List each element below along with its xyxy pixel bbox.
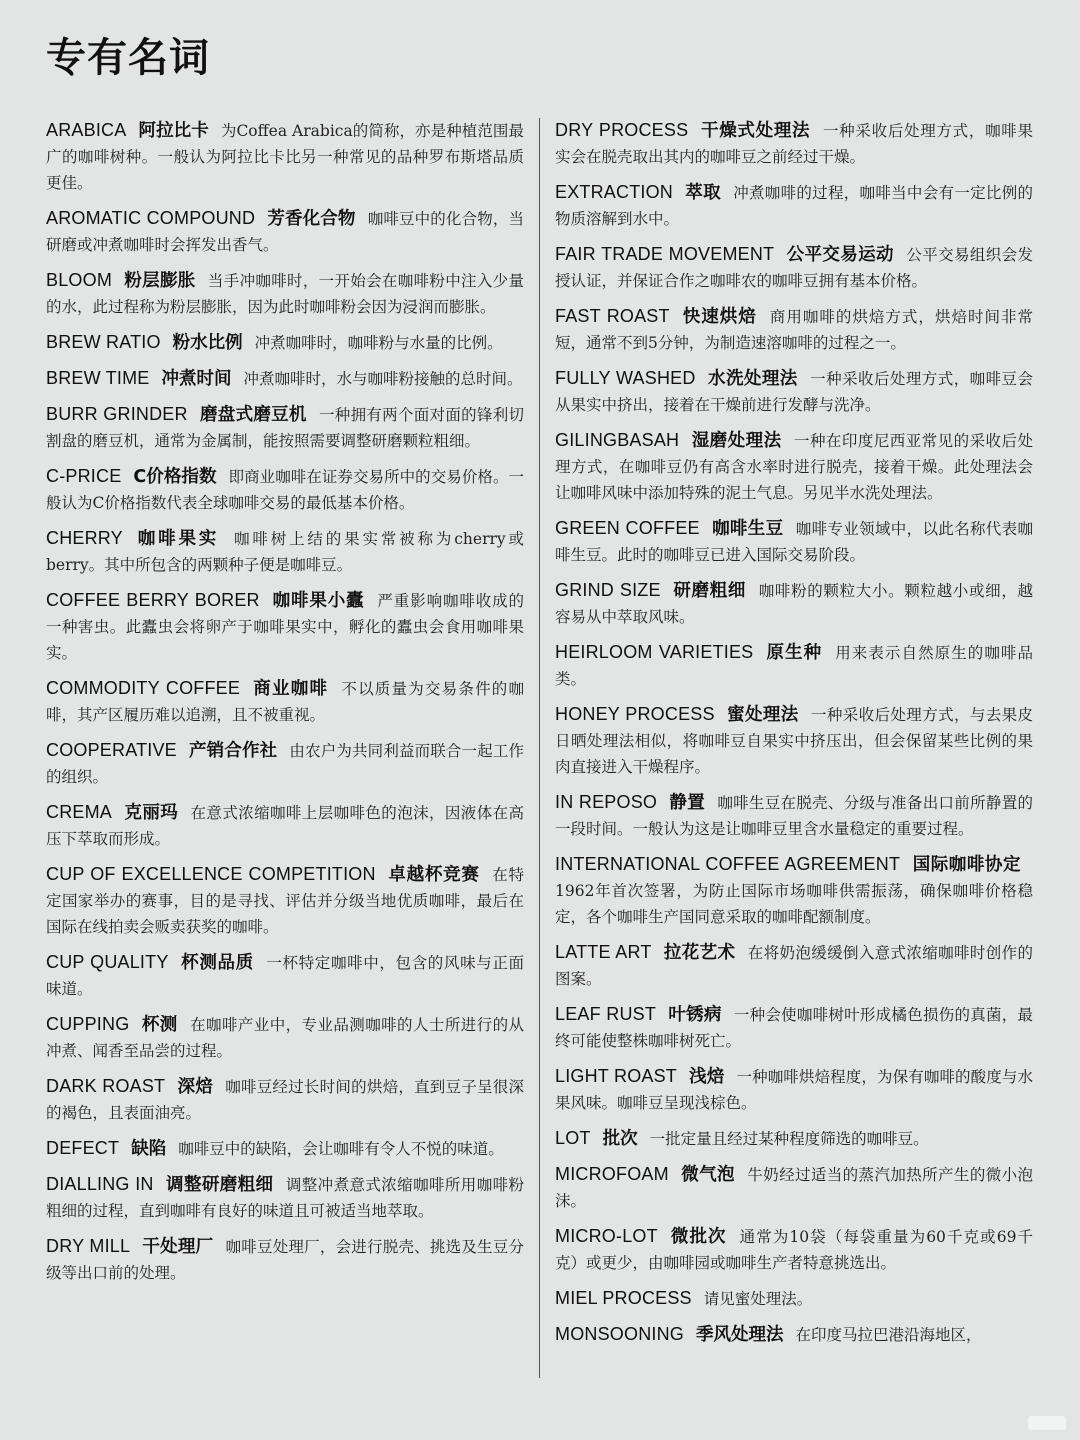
glossary-term-english: MONSOONING xyxy=(555,1324,685,1344)
page-title: 专有名词 xyxy=(46,35,210,81)
glossary-entry xyxy=(555,1162,1033,1214)
glossary-entry xyxy=(555,1126,1033,1152)
glossary-definition: 通常为10袋（每袋重量为60千克或69千克）或更少，由咖啡园或咖啡生产者特意挑选出。 xyxy=(555,1228,1034,1272)
glossary-definition: 商用咖啡的烘焙方式，烘焙时间非常短，通常不到5分钟，为制造速溶咖啡的过程之一。 xyxy=(555,308,1034,352)
glossary-entry xyxy=(555,1322,1033,1348)
glossary-term-english: DRY PROCESS xyxy=(555,120,689,140)
glossary-term-chinese: 原生种 xyxy=(765,643,823,663)
glossary-term-chinese: 卓越杯竞赛 xyxy=(387,865,480,885)
glossary-entry xyxy=(46,738,524,790)
glossary-definition: 一种在印度尼西亚常见的采收后处理方式，在咖啡豆仍有高含水率时进行脱壳，接着干燥。此处理法会让咖啡风味中添加特殊的泥土气息。另见半水洗处理法。 xyxy=(555,432,1033,502)
glossary-entry xyxy=(555,702,1033,780)
glossary-term-english: COMMODITY COFFEE xyxy=(46,678,241,698)
glossary-entry xyxy=(555,578,1033,630)
glossary-term-english: BREW TIME xyxy=(46,368,150,388)
glossary-term-chinese: 咖啡果小蠹 xyxy=(271,591,365,611)
glossary-term-chinese: 干处理厂 xyxy=(142,1237,214,1257)
glossary-term-english: FAST ROAST xyxy=(555,306,670,326)
glossary-term-english: DARK ROAST xyxy=(46,1076,166,1096)
glossary-term-chinese: 商业咖啡 xyxy=(252,679,329,699)
glossary-definition: 即商业咖啡在证券交易所中的交易价格。一般认为C价格指数代表全球咖啡交易的最低基本价格。 xyxy=(46,468,524,512)
glossary-entry xyxy=(46,402,524,454)
glossary-term-english: DEFECT xyxy=(46,1138,120,1158)
glossary-term-chinese: 阿拉比卡 xyxy=(138,121,209,141)
glossary-term-english: EXTRACTION xyxy=(555,182,674,202)
glossary-term-english: GRIND SIZE xyxy=(555,580,661,600)
glossary-definition: 冲煮咖啡的过程，咖啡当中会有一定比例的物质溶解到水中。 xyxy=(555,184,1033,228)
glossary-entry xyxy=(555,304,1033,356)
glossary-definition: 一种咖啡烘焙程度，为保有咖啡的酸度与水果风味。咖啡豆呈现浅棕色。 xyxy=(555,1068,1034,1112)
glossary-definition: 不以质量为交易条件的咖啡，其产区履历难以追溯，且不被重视。 xyxy=(46,680,524,724)
glossary-definition: 在将奶泡缓缓倒入意式浓缩咖啡时创作的图案。 xyxy=(555,944,1033,988)
glossary-entry xyxy=(555,242,1033,294)
glossary-entry xyxy=(46,526,524,578)
watermark-badge xyxy=(1028,1416,1066,1430)
glossary-term-chinese: 克丽玛 xyxy=(124,803,179,823)
glossary-term-english: LEAF RUST xyxy=(555,1004,657,1024)
glossary-term-english: ARABICA xyxy=(46,120,127,140)
glossary-term-english: LOT xyxy=(555,1128,591,1148)
glossary-term-chinese: 缺陷 xyxy=(131,1139,167,1159)
glossary-term-english: COOPERATIVE xyxy=(46,740,177,760)
glossary-definition: 在印度马拉巴港沿海地区， xyxy=(795,1326,982,1344)
glossary-term-chinese: 深焙 xyxy=(177,1077,213,1097)
glossary-term-chinese: 芳香化合物 xyxy=(267,209,356,229)
glossary-term-chinese: 咖啡生豆 xyxy=(711,519,784,539)
glossary-term-chinese: 静置 xyxy=(669,793,706,813)
glossary-term-chinese: 微批次 xyxy=(669,1227,727,1247)
glossary-term-chinese: 拉花艺术 xyxy=(663,943,736,963)
glossary-term-english: CREMA xyxy=(46,802,113,822)
glossary-definition: 冲煮咖啡时，水与咖啡粉接触的总时间。 xyxy=(243,370,523,388)
glossary-definition: 牛奶经过适当的蒸汽加热所产生的微小泡沫。 xyxy=(555,1166,1033,1210)
glossary-definition: 调整冲煮意式浓缩咖啡所用咖啡粉粗细的过程，直到咖啡有良好的味道且可被适当地萃取。 xyxy=(46,1176,525,1220)
glossary-definition: 在咖啡产业中，专业品测咖啡的人士所进行的从冲煮、闻香至品尝的过程。 xyxy=(46,1016,524,1060)
glossary-term-chinese: 调整研磨粗细 xyxy=(165,1175,274,1195)
glossary-term-english: BREW RATIO xyxy=(46,332,161,352)
glossary-term-chinese: 产销合作社 xyxy=(188,741,278,761)
glossary-entry xyxy=(555,428,1033,506)
glossary-definition: 请见蜜处理法。 xyxy=(703,1290,813,1308)
glossary-definition: 一种拥有两个面对面的锋利切割盘的磨豆机，通常为金属制，能按照需要调整研磨颗粒粗细。 xyxy=(46,406,524,450)
glossary-definition: 当手冲咖啡时，一开始会在咖啡粉中注入少量的水，此过程称为粉层膨胀，因为此时咖啡粉会因为浸润而膨胀。 xyxy=(46,272,524,316)
glossary-entry xyxy=(555,118,1033,170)
glossary-term-chinese: 湿磨处理法 xyxy=(691,431,782,451)
glossary-definition: 为Coffea Arabica的简称，亦是种植范围最广的咖啡树种。一般认为阿拉比卡比另一种常见的品种罗布斯塔品质更佳。 xyxy=(46,122,524,192)
glossary-term-chinese: 杯测 xyxy=(141,1015,178,1035)
glossary-definition: 咖啡粉的颗粒大小。颗粒越小或细，越容易从中萃取风味。 xyxy=(555,582,1033,626)
glossary-term-chinese: 萃取 xyxy=(685,183,721,203)
glossary-term-chinese: 季风处理法 xyxy=(696,1325,784,1345)
glossary-entry xyxy=(46,862,524,940)
glossary-entry xyxy=(555,1002,1033,1054)
glossary-entry xyxy=(555,516,1033,568)
glossary-entry xyxy=(46,676,524,728)
glossary-entry xyxy=(46,118,524,196)
glossary-term-english: HEIRLOOM VARIETIES xyxy=(555,642,754,662)
glossary-definition: 咖啡生豆在脱壳、分级与准备出口前所静置的一段时间。一般认为这是让咖啡豆里含水量稳定的重要过程。 xyxy=(555,794,1033,838)
glossary-left-column xyxy=(46,118,524,1296)
glossary-term-chinese: C价格指数 xyxy=(133,467,217,487)
glossary-entry xyxy=(46,268,524,320)
glossary-definition: 一批定量且经过某种程度筛选的咖啡豆。 xyxy=(649,1130,929,1148)
glossary-entry xyxy=(46,1012,524,1064)
glossary-term-chinese: 磨盘式磨豆机 xyxy=(199,405,307,425)
glossary-definition: 严重影响咖啡收成的一种害虫。此蠹虫会将卵产于咖啡果实中，孵化的蠹虫会食用咖啡果实。 xyxy=(46,592,524,662)
glossary-term-english: FAIR TRADE MOVEMENT xyxy=(555,244,775,264)
glossary-definition: 公平交易组织会发授认证，并保证合作之咖啡农的咖啡豆拥有基本价格。 xyxy=(555,246,1033,290)
glossary-term-english: LIGHT ROAST xyxy=(555,1066,678,1086)
glossary-term-english: DRY MILL xyxy=(46,1236,131,1256)
glossary-definition: 1962年首次签署，为防止国际市场咖啡供需振荡，确保咖啡价格稳定，各个咖啡生产国同意采取的咖啡配额制度。 xyxy=(555,882,1033,926)
glossary-definition: 在意式浓缩咖啡上层咖啡色的泡沫，因液体在高压下萃取而形成。 xyxy=(46,804,525,848)
glossary-entry xyxy=(46,330,524,356)
glossary-definition: 一种采收后处理方式，与去果皮日晒处理法相似，将咖啡豆自果实中挤压出，但会保留某些比例的果肉直接进入干燥程序。 xyxy=(555,706,1033,776)
glossary-term-english: CUP QUALITY xyxy=(46,952,169,972)
glossary-term-english: HONEY PROCESS xyxy=(555,704,715,724)
glossary-entry xyxy=(555,852,1033,930)
glossary-term-chinese: 快速烘焙 xyxy=(681,307,757,327)
glossary-term-english: CHERRY xyxy=(46,528,123,548)
glossary-definition: 咖啡树上结的果实常被称为cherry或berry。其中所包含的两颗种子便是咖啡豆。 xyxy=(46,530,524,574)
glossary-term-english: LATTE ART xyxy=(555,942,652,962)
glossary-definition: 冲煮咖啡时，咖啡粉与水量的比例。 xyxy=(254,334,503,352)
glossary-entry xyxy=(555,1064,1033,1116)
glossary-term-chinese: 粉层膨胀 xyxy=(124,271,196,291)
glossary-entry xyxy=(46,1074,524,1126)
glossary-term-chinese: 叶锈病 xyxy=(668,1005,722,1025)
glossary-entry xyxy=(46,1172,524,1224)
glossary-definition: 一杯特定咖啡中，包含的风味与正面味道。 xyxy=(46,954,524,998)
glossary-definition: 咖啡豆中的缺陷，会让咖啡有令人不悦的味道。 xyxy=(178,1140,504,1158)
glossary-definition: 咖啡豆经过长时间的烘焙，直到豆子呈很深的褐色，且表面油亮。 xyxy=(46,1078,524,1122)
glossary-term-chinese: 咖啡果实 xyxy=(134,529,220,549)
glossary-entry xyxy=(555,180,1033,232)
glossary-definition: 咖啡豆处理厂，会进行脱壳、挑选及生豆分级等出口前的处理。 xyxy=(46,1238,524,1282)
column-divider xyxy=(539,118,540,1378)
glossary-term-english: COFFEE BERRY BORER xyxy=(46,590,260,610)
glossary-entry xyxy=(46,800,524,852)
glossary-term-chinese: 蜜处理法 xyxy=(726,705,799,725)
glossary-definition: 由农户为共同利益而联合一起工作的组织。 xyxy=(46,742,524,786)
glossary-term-chinese: 杯测品质 xyxy=(180,953,254,973)
glossary-entry xyxy=(46,206,524,258)
glossary-term-english: C-PRICE xyxy=(46,466,122,486)
glossary-term-english: INTERNATIONAL COFFEE AGREEMENT xyxy=(555,854,901,874)
glossary-term-chinese: 粉水比例 xyxy=(172,333,243,353)
glossary-term-english: MICRO-LOT xyxy=(555,1226,658,1246)
glossary-entry xyxy=(555,1224,1033,1276)
glossary-term-chinese: 公平交易运动 xyxy=(786,245,894,265)
glossary-term-english: CUP OF EXCELLENCE COMPETITION xyxy=(46,864,376,884)
glossary-right-column xyxy=(555,118,1033,1358)
glossary-term-english: GILINGBASAH xyxy=(555,430,680,450)
glossary-entry xyxy=(555,366,1033,418)
glossary-entry xyxy=(555,940,1033,992)
glossary-term-english: BLOOM xyxy=(46,270,113,290)
glossary-definition: 在特定国家举办的赛事，目的是寻找、评估并分级当地优质咖啡，最后在国际在线拍卖会贩卖获奖的咖啡。 xyxy=(46,866,524,936)
glossary-entry xyxy=(46,464,524,516)
glossary-term-chinese: 浅焙 xyxy=(689,1067,725,1087)
glossary-entry xyxy=(46,950,524,1002)
glossary-term-chinese: 微气泡 xyxy=(680,1165,735,1185)
glossary-definition: 咖啡豆中的化合物，当研磨或冲煮咖啡时会挥发出香气。 xyxy=(46,210,524,254)
glossary-entry xyxy=(46,588,524,666)
glossary-entry xyxy=(46,366,524,392)
glossary-entry xyxy=(555,640,1033,692)
glossary-definition: 咖啡专业领域中，以此名称代表咖啡生豆。此时的咖啡豆已进入国际交易阶段。 xyxy=(555,520,1033,564)
glossary-definition: 用来表示自然原生的咖啡品类。 xyxy=(555,644,1033,688)
glossary-term-english: DIALLING IN xyxy=(46,1174,154,1194)
glossary-term-chinese: 冲煮时间 xyxy=(161,369,232,389)
glossary-term-english: FULLY WASHED xyxy=(555,368,696,388)
glossary-term-chinese: 国际咖啡协定 xyxy=(912,855,1021,875)
glossary-term-english: BURR GRINDER xyxy=(46,404,188,424)
glossary-term-english: CUPPING xyxy=(46,1014,130,1034)
glossary-term-chinese: 水洗处理法 xyxy=(707,369,798,389)
glossary-term-english: GREEN COFFEE xyxy=(555,518,700,538)
glossary-definition: 一种采收后处理方式，咖啡果实会在脱壳取出其内的咖啡豆之前经过干燥。 xyxy=(555,122,1033,166)
glossary-term-chinese: 批次 xyxy=(602,1129,638,1149)
glossary-term-english: IN REPOSO xyxy=(555,792,658,812)
glossary-term-chinese: 研磨粗细 xyxy=(672,581,747,601)
glossary-entry xyxy=(46,1136,524,1162)
glossary-entry xyxy=(46,1234,524,1286)
glossary-term-english: AROMATIC COMPOUND xyxy=(46,208,256,228)
glossary-term-english: MICROFOAM xyxy=(555,1164,669,1184)
glossary-term-chinese: 干燥式处理法 xyxy=(700,121,811,141)
glossary-entry xyxy=(555,790,1033,842)
glossary-term-english: MIEL PROCESS xyxy=(555,1288,692,1308)
glossary-definition: 一种会使咖啡树叶形成橘色损伤的真菌，最终可能使整株咖啡树死亡。 xyxy=(555,1006,1033,1050)
glossary-entry xyxy=(555,1286,1033,1312)
glossary-definition: 一种采收后处理方式，咖啡豆会从果实中挤出，接着在干燥前进行发酵与洗净。 xyxy=(555,370,1033,414)
